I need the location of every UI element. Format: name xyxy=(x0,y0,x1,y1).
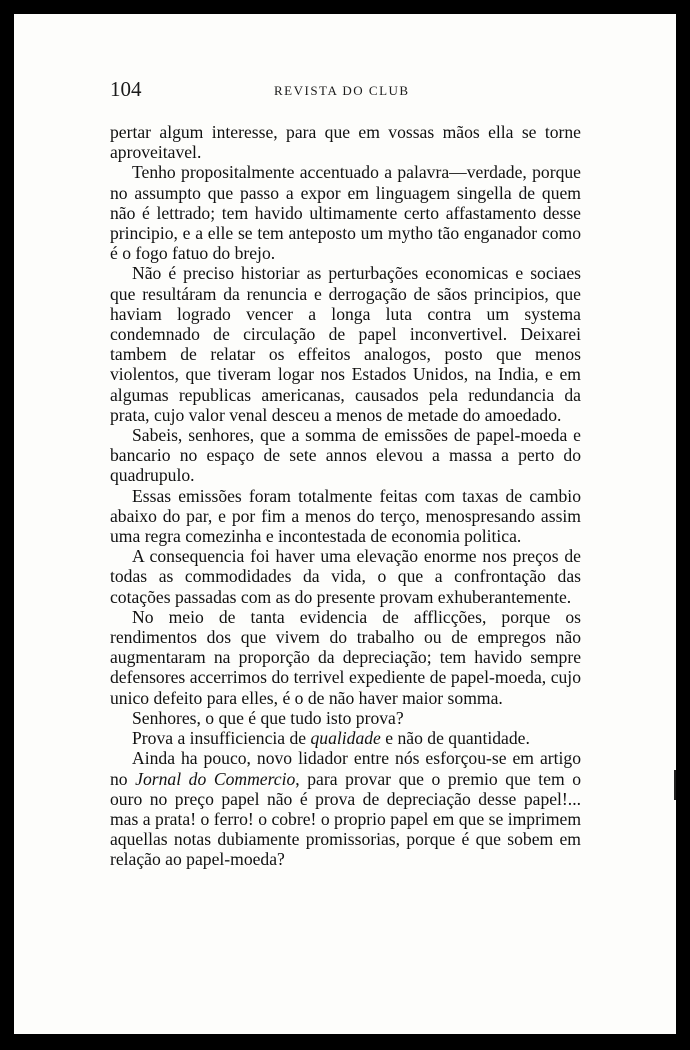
paragraph: Tenho propositalmente accentuado a palavra—verdade, porque no assumpto que passo a expor em linguagem singella de quem não é lettrado; tem havido ultimamente certo affastamento desse principio, e a elle se tem anteposto um mytho tão enganador como é o fogo fatuo do brejo. xyxy=(110,162,581,264)
paragraph: No meio de tanta evidencia de afflicções, porque os rendimentos dos que vivem do trabalho ou de empregos não augmentaram na proporção da depreciação; tem havido sempre defensores accerrimos do terrivel expediente de papel-moeda, cujo unico defeito para elles, é o de não haver maior somma. xyxy=(110,606,581,708)
italic-word: qualidade xyxy=(310,728,381,749)
paragraph: Essas emissões foram totalmente feitas com taxas de cambio abaixo do par, e por fim a menos do terço, menospresando assim uma regra comezinha e incontestada de economia politica. xyxy=(110,485,581,547)
body-text xyxy=(110,122,581,870)
paragraph: A consequencia foi haver uma elevação enorme nos preços de todas as commodidades da vida, o que a confrontação das cotações passadas com as do presente provam exhuberantemente. xyxy=(110,546,581,607)
paragraph: Não é preciso historiar as perturbações economicas e sociaes que resultáram da renuncia e derrogação de sãos principios, que haviam logrado vencer a longa luta contra um systema condemnado de circulação de papel inconvertivel. Deixarei tambem de relatar os effeitos analogos, posto que menos violentos, que tiveram logar nos Estados Unidos, na India, e em algumas republicas americanas, causados pela redundancia da prata, cujo valor venal desceu a menos de metade do amoedado. xyxy=(110,263,581,425)
book-page xyxy=(14,14,676,1034)
margin-mark xyxy=(674,770,676,800)
newspaper-title: Jornal do Commercio xyxy=(135,768,296,789)
page-number: 104 xyxy=(110,77,142,101)
paragraph: Ainda ha pouco, novo lidador entre nós esforçou-se em artigo no Jornal do Commercio, para provar que o premio que tem o ouro no preço papel não é prova de depreciação desse papel!... mas a prata! o ferro! o cobre! o proprio papel em que se imprimem aquellas notas dubiamente promissorias, porque é que sobem em relação ao papel-moeda? xyxy=(110,748,582,870)
paragraph: Prova a insufficiencia de qualidade e não de quantidade. xyxy=(132,728,530,749)
running-title: REVISTA DO CLUB xyxy=(274,83,410,98)
paragraph: pertar algum interesse, para que em vossas mãos ella se torne aproveitavel. xyxy=(110,122,581,163)
page-header xyxy=(110,77,580,109)
paragraph: Sabeis, senhores, que a somma de emissões de papel-moeda e bancario no espaço de sete annos elevou a massa a perto do quadrupulo. xyxy=(110,425,581,486)
paragraph: Senhores, o que é que tudo isto prova? xyxy=(132,707,404,728)
